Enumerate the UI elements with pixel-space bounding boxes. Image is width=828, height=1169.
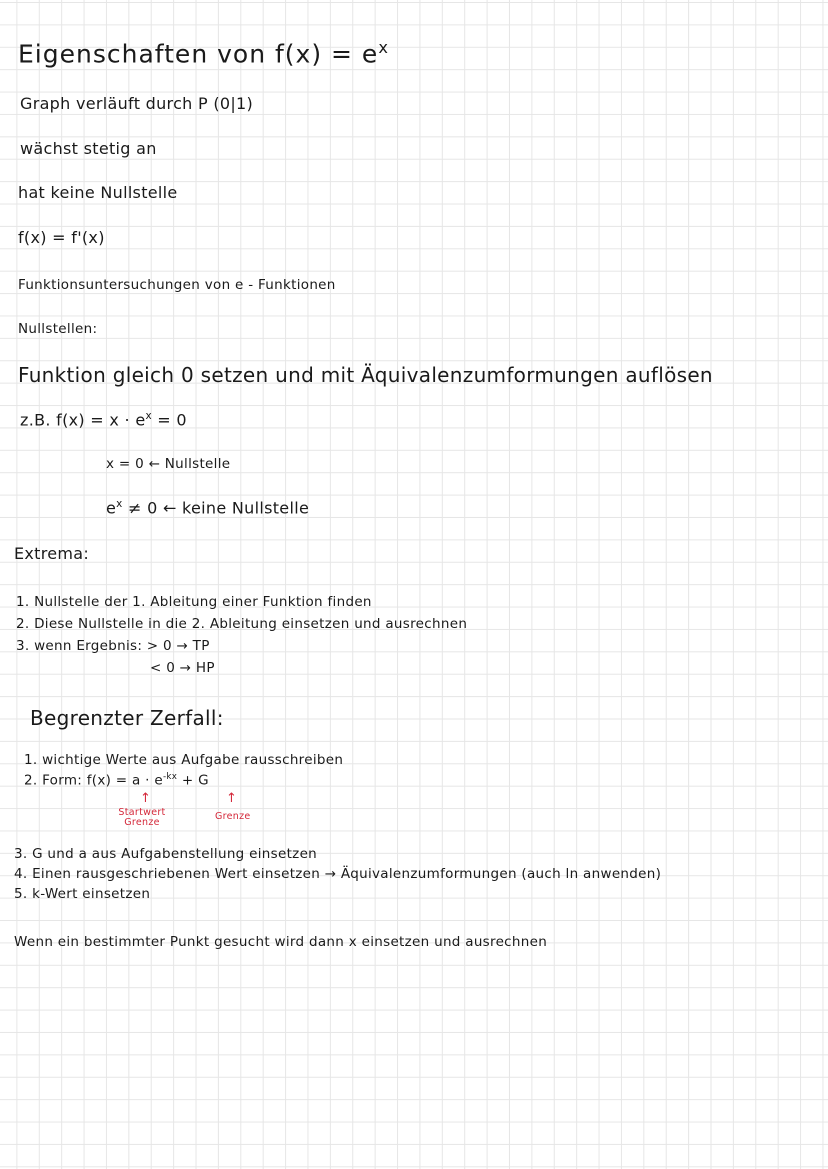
extrema-step-3b: < 0 → HP: [150, 660, 215, 676]
nullstellen-case-1: x = 0 ← Nullstelle: [106, 456, 231, 472]
extrema-step-2: 2. Diese Nullstelle in die 2. Ableitung einsetzen und ausrechnen: [16, 616, 468, 632]
property-4: f(x) = f'(x): [18, 228, 105, 247]
zerfall-step-5: 5. k-Wert einsetzen: [14, 886, 151, 902]
zerfall-step-2: 2. Form: $f(x) = a \cdot e^{-kx} + G$: [24, 772, 209, 789]
property-1: Graph verläuft durch P (0|1): [20, 94, 254, 113]
closing-note: Wenn ein bestimmter Punkt gesucht wird dann x einsetzen und ausrechnen: [14, 934, 548, 950]
annotation-grenze: Grenze: [215, 811, 251, 822]
page-title: Eigenschaften von $f(x) = e^x$: [18, 38, 389, 69]
zerfall-step-1: 1. wichtige Werte aus Aufgabe rausschreiben: [24, 752, 344, 768]
arrow-up-icon: ↑: [140, 791, 151, 806]
zerfall-step-3: 3. G und a aus Aufgabenstellung einsetzen: [14, 846, 318, 862]
property-3: hat keine Nullstelle: [18, 183, 178, 202]
extrema-step-1: 1. Nullstelle der 1. Ableitung einer Funktion finden: [16, 594, 372, 610]
zerfall-step-4: 4. Einen rausgeschriebenen Wert einsetzen → Äquivalenzumformungen (auch ln anwenden): [14, 866, 662, 882]
section-heading: Funktionsuntersuchungen von e - Funktionen: [18, 277, 336, 293]
extrema-step-3: 3. wenn Ergebnis: > 0 → TP: [16, 638, 210, 654]
extrema-label: Extrema:: [14, 544, 90, 563]
nullstellen-method: Funktion gleich 0 setzen und mit Äquivalenzumformungen auflösen: [18, 363, 713, 387]
nullstellen-label: Nullstellen:: [18, 321, 98, 337]
zerfall-label: Begrenzter Zerfall:: [30, 706, 224, 730]
arrow-up-icon: ↑: [226, 791, 237, 806]
annotation-startwert: Startwert Grenze: [118, 807, 166, 828]
property-2: wächst stetig an: [20, 139, 157, 158]
nullstellen-example: z.B. $f(x) = x \cdot e^x = 0$: [20, 410, 187, 430]
nullstellen-case-2: $e^x \ne 0$ ← keine Nullstelle: [106, 498, 310, 518]
